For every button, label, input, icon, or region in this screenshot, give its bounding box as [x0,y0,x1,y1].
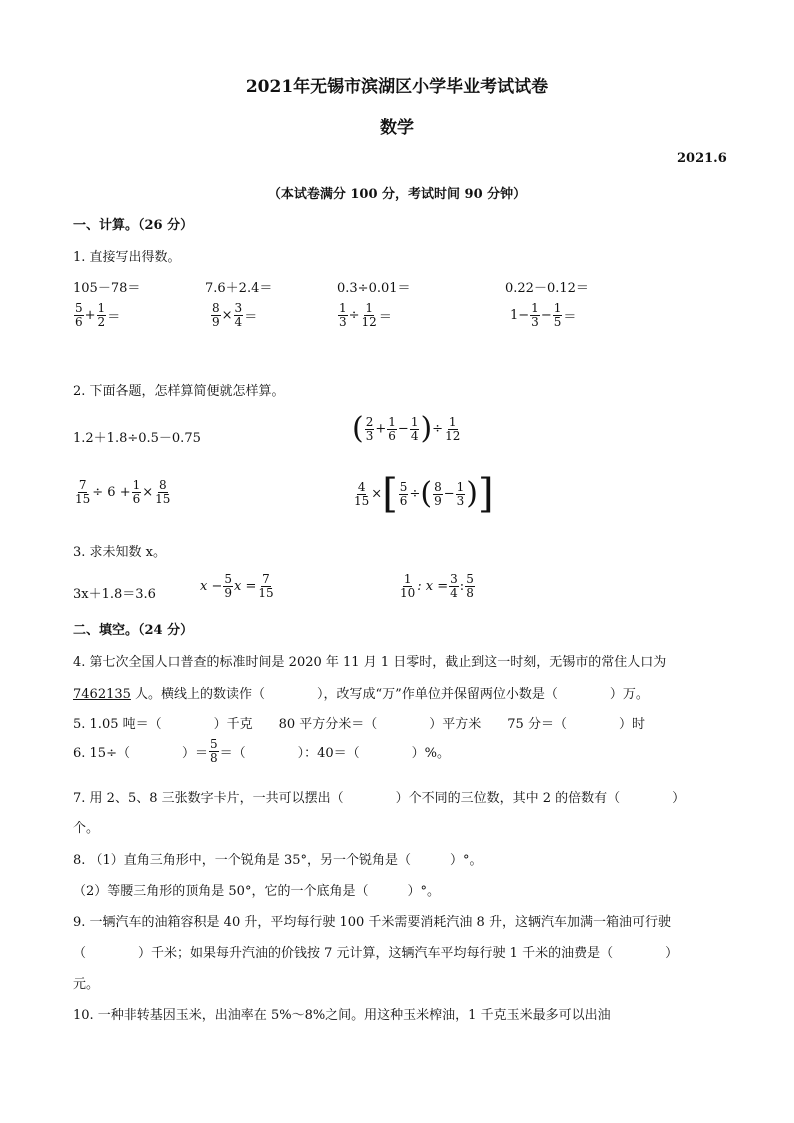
q1-item-5: $\frac{5}{6}$ + $\frac{1}{2}$ ＝ [75,301,121,329]
q4-line-2: 7462135 人。横线上的数读作（ ），改写成“万”作单位并保留两位小数是（ ）万。 [73,687,649,702]
q9-line-2: （ ）千米；如果每升汽油的价钱按 7 元计算，这辆汽车平均每行驶 1 千米的油费是（ ） [73,946,679,961]
q2-expr-1: 1.2＋1.8÷0.5－0.75 [73,431,201,446]
section-2-heading: 二、填空。（24 分） [73,623,194,638]
q3-expr-3: $\frac{1}{10}$ : x = $\frac{3}{4}$ : $\frac{5}{8}$ [400,572,474,600]
q1-label: 1. 直接写出得数。 [73,250,181,265]
q1-item-2: 7.6＋2.4＝ [205,281,273,296]
exam-title: 2021年无锡市滨湖区小学毕业考试试卷 [245,77,549,97]
q7-line-2: 个。 [73,821,100,836]
q1-item-4: 0.22－0.12＝ [505,281,589,296]
exam-date: 2021.6 [677,151,727,166]
q4-population: 7462135 [73,687,131,702]
section-1-heading: 一、计算。（26 分） [73,218,194,233]
q1-item-1: 105－78＝ [73,281,141,296]
q6: 6. 15÷（ ）＝ $\frac{5}{8}$ ＝（ ）：40＝（ ）%。 [73,737,451,765]
q2-label: 2. 下面各题，怎样算简便就怎样算。 [73,384,285,399]
q7-line-1: 7. 用 2、5、8 三张数字卡片，一共可以摆出（ ）个不同的三位数，其中 2 的倍数有（ ） [73,791,686,806]
q8-2: （2）等腰三角形的顶角是 50°，它的一个底角是（ ）°。 [73,884,440,899]
q2-expr-3: $\frac{7}{15}$ ÷ 6 + $\frac{1}{6}$ × $\frac{8}{15}$ [75,478,171,506]
q9-line-3: 元。 [73,977,100,992]
exam-note: （本试卷满分 100 分，考试时间 90 分钟） [267,187,527,202]
q2-expr-2: ( $\frac{2}{3}$ + $\frac{1}{6}$ − $\frac{1}{4}$ )÷ $\frac{1}{12}$ [352,411,461,446]
q1-item-7: $\frac{1}{3}$ ÷ $\frac{1}{12}$ ＝ [339,301,392,329]
q3-expr-1: 3x＋1.8＝3.6 [73,587,156,602]
q1-item-8: 1− $\frac{1}{3}$ − $\frac{1}{5}$ ＝ [510,301,577,329]
q3-expr-2: x − $\frac{5}{9}$ x = $\frac{7}{15}$ [200,572,274,600]
subject-title: 数学 [380,118,414,138]
q1-item-3: 0.3÷0.01＝ [337,281,411,296]
q3-label: 3. 求未知数 x。 [73,545,166,560]
q5: 5. 1.05 吨＝（ ）千克 80 平方分米＝（ ）平方米 75 分＝（ ）时 [73,717,645,732]
q8-1: 8. （1）直角三角形中，一个锐角是 35°，另一个锐角是（ ）°。 [73,853,483,868]
q1-item-6: $\frac{8}{9}$ × $\frac{3}{4}$ ＝ [212,301,258,329]
q2-expr-4: $\frac{4}{15}$ ×[ $\frac{5}{6}$ ÷( $\frac{8}{9}$ − $\frac{1}{3}$ )] [354,471,494,517]
q10: 10. 一种非转基因玉米，出油率在 5%～8%之间。用这种玉米榨油，1 千克玉米最多可以出油 [73,1008,611,1023]
q4-line-1: 4. 第七次全国人口普查的标准时间是 2020 年 11 月 1 日零时，截止到这一时刻，无锡市的常住人口为 [73,655,667,670]
q9-line-1: 9. 一辆汽车的油箱容积是 40 升，平均每行驶 100 千米需要消耗汽油 8 升，这辆汽车加满一箱油可行驶 [73,915,671,930]
